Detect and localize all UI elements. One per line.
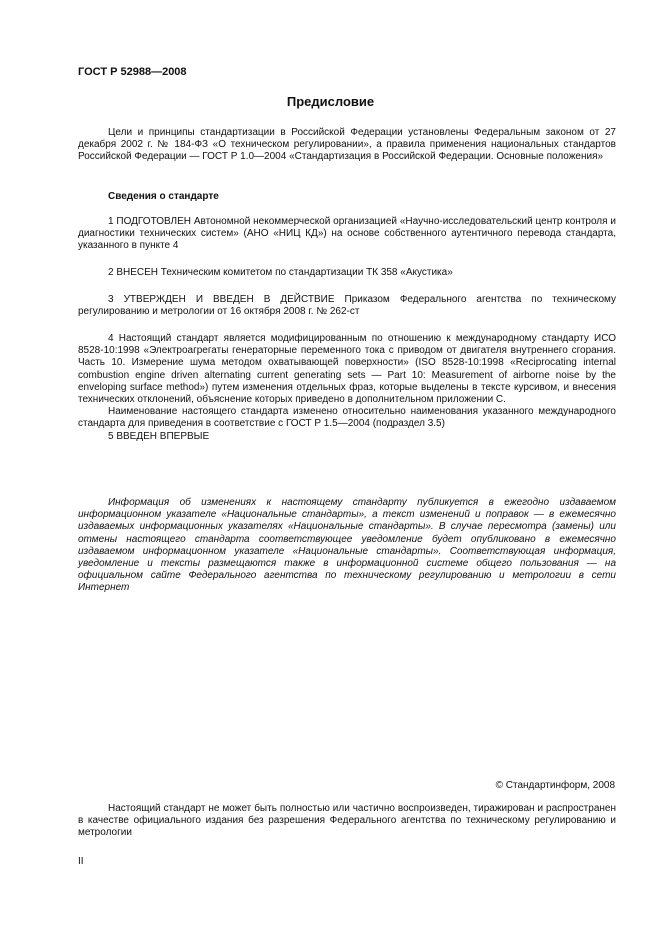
intro-paragraph: Цели и принципы стандартизации в Российской Федерации установлены Федеральным законом от 27 декабря 2002 г. № 184-ФЗ «О техническом регулировании», а правила применения национальных стандартов Российской Федерации — ГОСТ Р 1.0—2004 «Стандартизация в Российской Федерации. Основные положения»: [78, 127, 616, 163]
item-4-note: Наименование настоящего стандарта изменено относительно наименования указанного международного стандарта для приведения в соответствие с ГОСТ Р 1.5—2004 (подраздел 3.5): [78, 406, 616, 430]
copyright: © Стандартинформ, 2008: [495, 780, 615, 791]
item-3: [78, 294, 616, 318]
item-2: [78, 267, 616, 279]
item-3-text: 3 УТВЕРЖДЕН И ВВЕДЕН В ДЕЙСТВИЕ Приказом Федерального агентства по техническому регулированию и метрологии от 16 октября 2008 г. № 262-ст: [78, 294, 616, 318]
document-code: ГОСТ Р 52988—2008: [78, 66, 187, 78]
change-info-section: [78, 497, 616, 595]
item-2-text: 2 ВНЕСЕН Техническим комитетом по стандартизации ТК 358 «Акустика»: [108, 267, 453, 278]
item-1-text: 1 ПОДГОТОВЛЕН Автономной некоммерческой организацией «Научно-исследовательский центр контроля и диагностики технических систем» (АНО «НИЦ КД») на основе собственного аутентичного перевода стандарта, указанного в пункте 4: [78, 216, 616, 252]
intro-section: [78, 127, 616, 164]
page-title: Предисловие: [286, 94, 375, 109]
item-5-text: 5 ВВЕДЕН ВПЕРВЫЕ: [108, 431, 210, 442]
item-1: [78, 216, 616, 253]
page-number: II: [78, 856, 84, 867]
item-4: [78, 333, 616, 431]
reproduction-notice-text: Настоящий стандарт не может быть полностью или частично воспроизведен, тиражирован и распространен в качестве официального издания без разрешения Федерального агентства по техническому регулированию и метрологии: [78, 803, 616, 839]
standard-info-heading: Сведения о стандарте: [108, 191, 219, 202]
change-info-text: Информация об изменениях к настоящему стандарту публикуется в ежегодно издаваемом информационном указателе «Национальные стандарты», а текст изменений и поправок — в ежемесячно издаваемых информационных указателях «Национальные стандарты». В случае пересмотра (замены) или отмены настоящего стандарта соответствующее уведомление будет опубликовано в ежемесячно издаваемом информационном указателе «Национальные стандарты». Соответствующая информация, уведомление и тексты размещаются также в информационной системе общего пользования — на официальном сайте Федерального агентства по техническому регулированию и метрологии в сети Интернет: [78, 497, 616, 594]
item-4-text: 4 Настоящий стандарт является модифицированным по отношению к международному стандарту ИСО 8528-10:1998 «Электроагрегаты генераторные переменного тока с приводом от двигателя внутреннего сгорания. Часть 10. Измерение шума методом охватывающей поверхности» (ISO 8528-10:1998 «Reciprocating internal combustion engine driven alternating current generating sets — Part 10: Measurement of airborne noise by the enveloping surface method») путем изменения отдельных фраз, которые выделены в тексте курсивом, и внесения технических отклонений, объяснение которых приведено в дополнительном приложении С.: [78, 333, 616, 406]
item-5: [78, 431, 616, 443]
reproduction-notice: [78, 803, 616, 840]
